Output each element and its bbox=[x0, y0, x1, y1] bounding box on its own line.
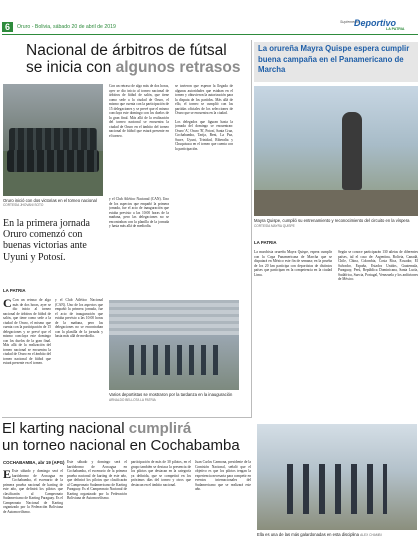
column-divider bbox=[251, 40, 252, 418]
futsal-dropcap: C bbox=[3, 298, 12, 310]
karting-headline-plain: El karting nacional bbox=[2, 420, 125, 437]
karting-body-col2 bbox=[67, 460, 127, 543]
futsal-team-photo bbox=[3, 84, 103, 196]
athlete-col2-text: Según se conoce participarán 130 atletas de diferentes países, tal el caso de: Argentina, Bolivia, Canadá, Chile, China, Colombia, Costa Rica, Ecuador, El Salvador, España, Estados Unidos, Guatemala, Paraguay, Perú, República Dominicana, Santa Lucía, Sudáfrica, Suecia, Portugal, Venezuela y los anfitriones de México. bbox=[338, 250, 418, 281]
futsal-photo2-credit: ARNALDO BELLOTA LA PATRIA bbox=[109, 398, 156, 402]
header-rule bbox=[2, 34, 418, 35]
futsal-col2-text: y el Club Atlético Nacional (CAN). Uno de los aspectos que empañó la primera jornada, fue el acto de inauguración que estaba previsto a las 10:00 horas de la mañana, pero las delegaciones no se encontraban con la planilla de la jornada y hasta más allá de mediodía. bbox=[55, 298, 103, 338]
futsal-court-photo bbox=[109, 300, 239, 390]
karting-col3-text: Juan Carlos Carmona, presidente de la Comisión Nacional, señaló que el objetivo es que los pilotos tengan la experiencia necesaria para competir en eventos internacionales del Sudamericano que se realizará este año. bbox=[195, 460, 251, 491]
athlete-body-col1 bbox=[254, 250, 332, 418]
futsal-headline bbox=[26, 42, 251, 77]
futsal-photo2-caption-text: Varios deportistas se mostraron por la tardanza en la inauguración bbox=[109, 392, 233, 397]
athlete-caption-credit: CORTESÍA MAYRA QUISPE bbox=[254, 224, 295, 228]
athlete-caption-text: Mayra Quispe, cumplió su entrenamiento y reconocimiento del circuito en la víspera bbox=[254, 218, 410, 223]
futsal-col2b-text: y el Club Atlético Nacional (CAN). Uno de los aspectos que empañó la primera jornada, fue el acto de inauguración que estaba previsto a las 10:00 horas de la mañana, pero las delegaciones no se encontraban con la planilla de la jornada y hasta más allá de mediodía. bbox=[109, 197, 169, 228]
karting-divider bbox=[2, 417, 251, 418]
photo-runners bbox=[287, 464, 387, 514]
athlete-body-col2 bbox=[338, 250, 418, 418]
supplement-name: Deportivo bbox=[354, 18, 397, 28]
futsal-col4-text: Los delegados que figuran hasta la jornada del domingo se encuentran: Oruro 'A', Oruro 'B', Potosí, Santa Cruz, Cochabamba, Tarija, Beni, La Paz, Sucre, Uyuni, Trinidad, Riberalta y Chuquisaca en el torneo que cuenta con la participación. bbox=[175, 119, 233, 151]
dateline: Oruro - Bolivia, sábado 20 de abril de 2019 bbox=[17, 24, 116, 30]
athlete-photo2-caption-text: Ella es una de las más galardonadas en esta disciplina bbox=[257, 532, 359, 537]
karting-col1b-text: Este sábado y domingo será el kartódromo de Arocagua en Cochabamba, el escenario de la primera prueba nacional de karting de este año, que definirá los pilotos que clasificarán al Campeonato Sudamericano de Karting Paraguay. Es el Campeonato Nacional de Karting organizado por la Federación Boliviana de Automovilismo. bbox=[67, 460, 127, 500]
futsal-caption-credit: CORTESÍA JHOVANI SOTO bbox=[3, 203, 44, 207]
athlete-photo-caption bbox=[254, 218, 418, 229]
athlete-col1-text: La marchista orureña Mayra Quispe, espera cumplir con la Copa Panamericana de Marcha que se disputará en México este fin de semana; en la prueba de los 20 km participa con deportistas de distintos países que participan en la competencia en la ciudad Lima. bbox=[254, 250, 332, 277]
page-number: 6 bbox=[4, 22, 10, 32]
karting-dropcap: E bbox=[3, 469, 12, 481]
photo-team-row-front bbox=[7, 150, 99, 172]
futsal-body-col3 bbox=[175, 84, 233, 294]
athlete-photo2-caption bbox=[257, 532, 417, 538]
futsal-col3-text: se tuvieron que esperar la llegada de algunas autoridades que estaban en el torneo y obtuvieron la autorización para la disputa de los partidos. Más allá de ello, el torneo se cumplió con las partidas oficiales de los selecciones de Oruro que se encuentra en la ciudad. bbox=[175, 84, 233, 115]
karting-dateline: COCHABAMBA, abr 19 (APG) bbox=[3, 460, 65, 465]
futsal-headline-line2 bbox=[26, 59, 251, 77]
futsal-body-col1b bbox=[55, 298, 103, 418]
karting-headline-line1 bbox=[2, 420, 252, 437]
paper-name: LA PATRIA bbox=[386, 27, 405, 31]
athlete-photo2 bbox=[257, 424, 417, 530]
futsal-body-col1 bbox=[3, 298, 51, 418]
futsal-col1-text: Con un retraso de algo más de dos horas, ayer se dio inicio al torneo nacional de árbitros de fútbol de salón, que tiene como sede a la ciudad de Oruro, el mismo que cuenta con la participación de 15 delegaciones y se prevé que el mismo concluya este domingo con los duelos de la gran final. Más allá de la realización del torneo nacional se encuentra la ciudad de Oruro en el ámbito del torneo nacional de fútbol que estará presente en el torneo. bbox=[3, 298, 51, 365]
photo-players bbox=[129, 345, 219, 375]
futsal-headline-highlight: algunos retrasos bbox=[115, 59, 241, 76]
futsal-body-col2 bbox=[109, 197, 169, 297]
karting-body-col1 bbox=[3, 469, 63, 543]
page-number-badge bbox=[2, 22, 13, 32]
karting-headline-line2: un torneo nacional en Cochabamba bbox=[2, 437, 240, 454]
photo-stands bbox=[109, 300, 239, 335]
futsal-photo2-caption bbox=[109, 392, 239, 403]
karting-body-col3 bbox=[131, 460, 191, 543]
futsal-standfirst: En la primera jornada Oruro comenzó con buenas victorias ante Uyuni y Potosí. bbox=[3, 218, 90, 263]
karting-headline bbox=[2, 420, 252, 454]
supplement-label: Suplemento bbox=[340, 20, 360, 24]
karting-headline-highlight: cumplirá bbox=[128, 420, 192, 437]
karting-body-col4 bbox=[195, 460, 251, 543]
athlete-headline: La orureña Mayra Quispe espera cumplir buena campaña en el Panamericano de Marcha bbox=[258, 44, 410, 74]
futsal-body-col3b bbox=[109, 84, 169, 192]
futsal-headline-line1: Nacional de árbitros de fútsal bbox=[26, 42, 227, 59]
athlete-road bbox=[254, 190, 418, 216]
athlete-figure bbox=[342, 112, 362, 190]
futsal-col1b-text: Con un retraso de algo más de dos horas, ayer se dio inicio al torneo nacional de árbitros de fútbol de salón, que tiene como sede a la ciudad de Oruro, el mismo que cuenta con la participación de 15 delegaciones y se prevé que el mismo concluya este domingo con los duelos de la gran final. Más allá de la realización del torneo nacional se encuentra la ciudad de Oruro en el ámbito del torneo nacional de fútbol que estará presente en el torneo. bbox=[109, 84, 169, 138]
athlete-section-label: LA PATRIA bbox=[254, 240, 277, 245]
supplement-masthead bbox=[340, 18, 410, 34]
futsal-photo-caption bbox=[3, 198, 103, 208]
karting-col2-text: participación de más de 30 pilotos, en el grupo también se destaca la presencia de los pilotos que destacan en la categoría ya definida, que se competirá en los próximos días del torneo y otros que destacan en el ámbito nacional. bbox=[131, 460, 191, 487]
futsal-caption-text: Oruro inició con dos victorias en el torneo nacional bbox=[3, 198, 97, 203]
futsal-section-label: LA PATRIA bbox=[3, 288, 26, 293]
page-header bbox=[0, 0, 420, 36]
karting-col1-text: Este sábado y domingo será el kartódromo de Arocagua en Cochabamba, el escenario de la primera prueba nacional de karting de este año, que definirá los pilotos que clasificarán al Campeonato Sudamericano de Karting Paraguay. Es el Campeonato Nacional de Karting organizado por la Federación Boliviana de Automovilismo. bbox=[3, 469, 63, 514]
athlete-photo2-credit: ALEX CHAMBI bbox=[360, 533, 382, 537]
futsal-headline-plain: se inicia con bbox=[26, 59, 112, 76]
athlete-photo bbox=[254, 86, 418, 216]
